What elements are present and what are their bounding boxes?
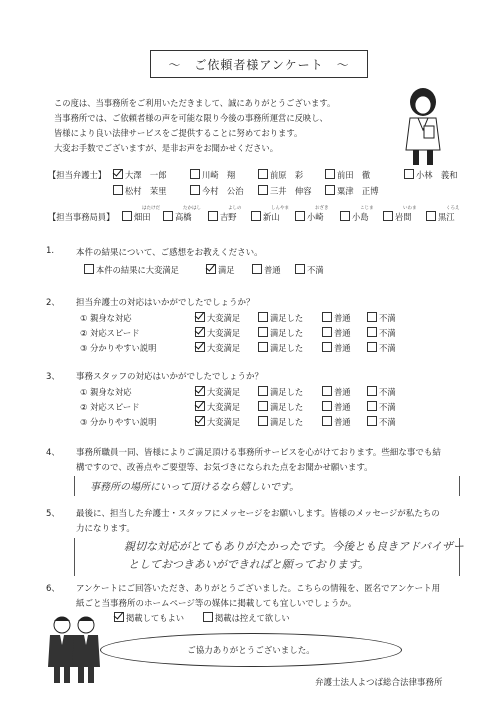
q6-option[interactable]: 掲載は控えて欲しい bbox=[203, 612, 290, 624]
checkbox-icon bbox=[251, 211, 261, 221]
q5-answer-line2: としておつきあいができればと願っております。 bbox=[128, 558, 370, 571]
q3-item: ③ 分かりやすい説明 bbox=[80, 417, 157, 427]
q3-option[interactable]: 大変満足 bbox=[195, 416, 240, 428]
checkbox-icon bbox=[258, 401, 268, 411]
thank-you-bubble bbox=[100, 633, 402, 667]
q3-option[interactable]: 普通 bbox=[322, 416, 351, 428]
q5-number: 5、 bbox=[46, 509, 60, 519]
checkbox-icon bbox=[322, 327, 332, 337]
checkbox-icon bbox=[325, 185, 335, 195]
q2-number: 2、 bbox=[46, 298, 60, 308]
staff-option[interactable]: たかはし 高橋 bbox=[163, 211, 192, 223]
checkbox-checked-icon bbox=[195, 327, 205, 337]
checkbox-checked-icon bbox=[195, 416, 205, 426]
q3-option[interactable]: 普通 bbox=[322, 386, 351, 398]
lawyer-label: 【担当弁護士】 bbox=[48, 170, 107, 180]
q5-text-line2: 力になります。 bbox=[76, 524, 135, 534]
checkbox-checked-icon bbox=[195, 342, 205, 352]
checkbox-checked-icon bbox=[195, 401, 205, 411]
q2-item: ① 親身な対応 bbox=[80, 313, 132, 323]
q4-text-line1: 事務所職員一同、皆様によりご満足頂ける事務所サービスを心がけております。些細な事でも結 bbox=[76, 448, 441, 458]
q4-number: 4、 bbox=[46, 448, 60, 458]
q2-option[interactable]: 満足した bbox=[258, 312, 303, 324]
q3-item: ② 対応スピード bbox=[80, 402, 140, 412]
q5-text-line1: 最後に、担当した弁護士・スタッフにメッセージをお願いします。皆様のメッセージが私たちの bbox=[76, 509, 440, 519]
checkbox-icon bbox=[426, 211, 436, 221]
checkbox-icon bbox=[295, 211, 305, 221]
q2-item: ② 対応スピード bbox=[80, 328, 140, 338]
q2-option[interactable]: 大変満足 bbox=[195, 327, 240, 339]
lawyer-option[interactable]: 粟津 正博 bbox=[325, 185, 379, 197]
staff-option[interactable]: はたけだ 畑田 bbox=[122, 211, 151, 223]
checkbox-icon bbox=[203, 612, 213, 622]
q2-option[interactable]: 不満 bbox=[367, 312, 396, 324]
checkbox-icon bbox=[322, 401, 332, 411]
lawyers-illustration bbox=[46, 615, 102, 687]
q2-option[interactable]: 不満 bbox=[367, 327, 396, 339]
checkbox-icon bbox=[84, 264, 94, 274]
q1-option[interactable]: 普通 bbox=[252, 264, 281, 276]
q5-answer-line1: 親切な対応がとてもありがたかったです。今後とも良きアドバイザー bbox=[124, 540, 464, 553]
checkbox-icon bbox=[404, 169, 414, 179]
q3-option[interactable]: 満足した bbox=[258, 416, 303, 428]
lawyer-option[interactable]: 松村 茉里 bbox=[113, 185, 167, 197]
checkbox-icon bbox=[113, 185, 123, 195]
checkbox-icon bbox=[252, 264, 262, 274]
checkbox-icon bbox=[258, 169, 268, 179]
checkbox-checked-icon bbox=[195, 386, 205, 396]
q6-text-line1: アンケートにご回答いただき、ありがとうございました。こちらの情報を、匿名でアンケート用 bbox=[76, 584, 441, 594]
lawyer-option[interactable]: 川崎 翔 bbox=[190, 169, 235, 181]
checkbox-icon bbox=[367, 342, 377, 352]
lawyer-option[interactable]: 大澤 一郎 bbox=[113, 169, 167, 181]
checkbox-icon bbox=[322, 312, 332, 322]
checkbox-icon bbox=[383, 211, 393, 221]
checkbox-icon bbox=[367, 386, 377, 396]
staff-option[interactable]: しんやま 新山 bbox=[251, 211, 280, 223]
checkbox-icon bbox=[322, 416, 332, 426]
intro-paragraph bbox=[54, 96, 384, 156]
q6-option[interactable]: 掲載してもよい bbox=[114, 612, 184, 624]
staff-illustration bbox=[398, 86, 448, 168]
checkbox-icon bbox=[258, 327, 268, 337]
q2-item: ③ 分かりやすい説明 bbox=[80, 343, 157, 353]
q1-number: 1. bbox=[46, 246, 55, 256]
q3-option[interactable]: 満足した bbox=[258, 401, 303, 413]
checkbox-icon bbox=[258, 342, 268, 352]
checkbox-icon bbox=[208, 211, 218, 221]
checkbox-checked-icon bbox=[113, 169, 123, 179]
checkbox-icon bbox=[190, 185, 200, 195]
q1-text: 本件の結果について、ご感想をお教えください。 bbox=[76, 248, 263, 258]
q6-number: 6、 bbox=[46, 584, 60, 594]
survey-title: 〜 ご依頼者様アンケート 〜 bbox=[150, 50, 368, 78]
lawyer-option[interactable]: 今村 公治 bbox=[190, 185, 244, 197]
checkbox-icon bbox=[367, 401, 377, 411]
intro-line: 当事務所では、ご依頼者様の声を可能な限り今後の事務所運営に反映し、 bbox=[54, 113, 328, 123]
staff-label: 【担当事務局員】 bbox=[48, 212, 115, 222]
lawyer-option[interactable]: 三井 伸容 bbox=[258, 185, 312, 197]
checkbox-icon bbox=[322, 342, 332, 352]
checkbox-icon bbox=[258, 312, 268, 322]
checkbox-icon bbox=[367, 327, 377, 337]
q2-option[interactable]: 満足した bbox=[258, 342, 303, 354]
q3-text: 事務スタッフの対応はいかがでしたでしょうか？ bbox=[76, 372, 264, 382]
q3-item: ① 親身な対応 bbox=[80, 387, 132, 397]
checkbox-icon bbox=[122, 211, 132, 221]
checkbox-checked-icon bbox=[114, 612, 124, 622]
q3-option[interactable]: 満足した bbox=[258, 386, 303, 398]
checkbox-icon bbox=[322, 386, 332, 396]
firm-name: 弁護士法人よつば総合法律事務所 bbox=[315, 678, 443, 688]
lawyer-option[interactable]: 小林 義和 bbox=[404, 169, 458, 181]
intro-line: 皆様により良い法律サービスをご提供することに努めております。 bbox=[54, 128, 303, 138]
q3-option[interactable]: 不満 bbox=[367, 386, 396, 398]
q1-option[interactable]: 本件の結果に大変満足 bbox=[84, 264, 179, 276]
q3-option[interactable]: 不満 bbox=[367, 401, 396, 413]
q2-option[interactable]: 普通 bbox=[322, 342, 351, 354]
staff-option[interactable]: よしの 吉野 bbox=[208, 211, 237, 223]
checkbox-icon bbox=[295, 264, 305, 274]
q4-answer: 事務所の場所にいって頂けるなら嬉しいです。 bbox=[90, 482, 300, 493]
q2-option[interactable]: 不満 bbox=[367, 342, 396, 354]
q2-option[interactable]: 普通 bbox=[322, 327, 351, 339]
q6-text-line2: 紙ごと当事務所のホームページ等の媒体に掲載しても宜しいでしょうか。 bbox=[76, 599, 357, 609]
checkbox-icon bbox=[325, 169, 335, 179]
q3-option[interactable]: 不満 bbox=[367, 416, 396, 428]
checkbox-icon bbox=[190, 169, 200, 179]
thank-you-text: ご協力ありがとうございました。 bbox=[187, 646, 315, 656]
q2-text: 担当弁護士の対応はいかがでしたでしょうか？ bbox=[76, 298, 255, 308]
checkbox-icon bbox=[367, 312, 377, 322]
intro-line: 大変お手数でございますが、是非お声をお聞かせください。 bbox=[54, 143, 279, 153]
q2-option[interactable]: 大変満足 bbox=[195, 342, 240, 354]
staff-option[interactable]: こじま 小島 bbox=[340, 211, 369, 223]
checkbox-icon bbox=[340, 211, 350, 221]
checkbox-checked-icon bbox=[206, 264, 216, 274]
q3-number: 3、 bbox=[46, 372, 60, 382]
checkbox-checked-icon bbox=[195, 312, 205, 322]
q4-text-line2: 構ですので、改善点やご要望等、お気づきになられた点をお聞かせ願います。 bbox=[76, 463, 373, 473]
q2-option[interactable]: 普通 bbox=[322, 312, 351, 324]
lawyer-option[interactable]: 前原 彩 bbox=[258, 169, 303, 181]
q2-option[interactable]: 満足した bbox=[258, 327, 303, 339]
staff-option[interactable]: おざき 小崎 bbox=[295, 211, 324, 223]
q2-option[interactable]: 大変満足 bbox=[195, 312, 240, 324]
lawyer-option[interactable]: 前田 徹 bbox=[325, 169, 370, 181]
q3-option[interactable]: 大変満足 bbox=[195, 386, 240, 398]
staff-option[interactable]: いわま 岩間 bbox=[383, 211, 412, 223]
intro-line: この度は、当事務所をご利用いただきまして、誠にありがとうございます。 bbox=[54, 98, 336, 108]
q3-option[interactable]: 大変満足 bbox=[195, 401, 240, 413]
q1-option[interactable]: 不満 bbox=[295, 264, 324, 276]
checkbox-icon bbox=[163, 211, 173, 221]
staff-option[interactable]: くろえ 黒江 bbox=[426, 211, 455, 223]
checkbox-icon bbox=[258, 185, 268, 195]
q1-option[interactable]: 満足 bbox=[206, 264, 235, 276]
checkbox-icon bbox=[258, 416, 268, 426]
checkbox-icon bbox=[258, 386, 268, 396]
q3-option[interactable]: 普通 bbox=[322, 401, 351, 413]
checkbox-icon bbox=[367, 416, 377, 426]
